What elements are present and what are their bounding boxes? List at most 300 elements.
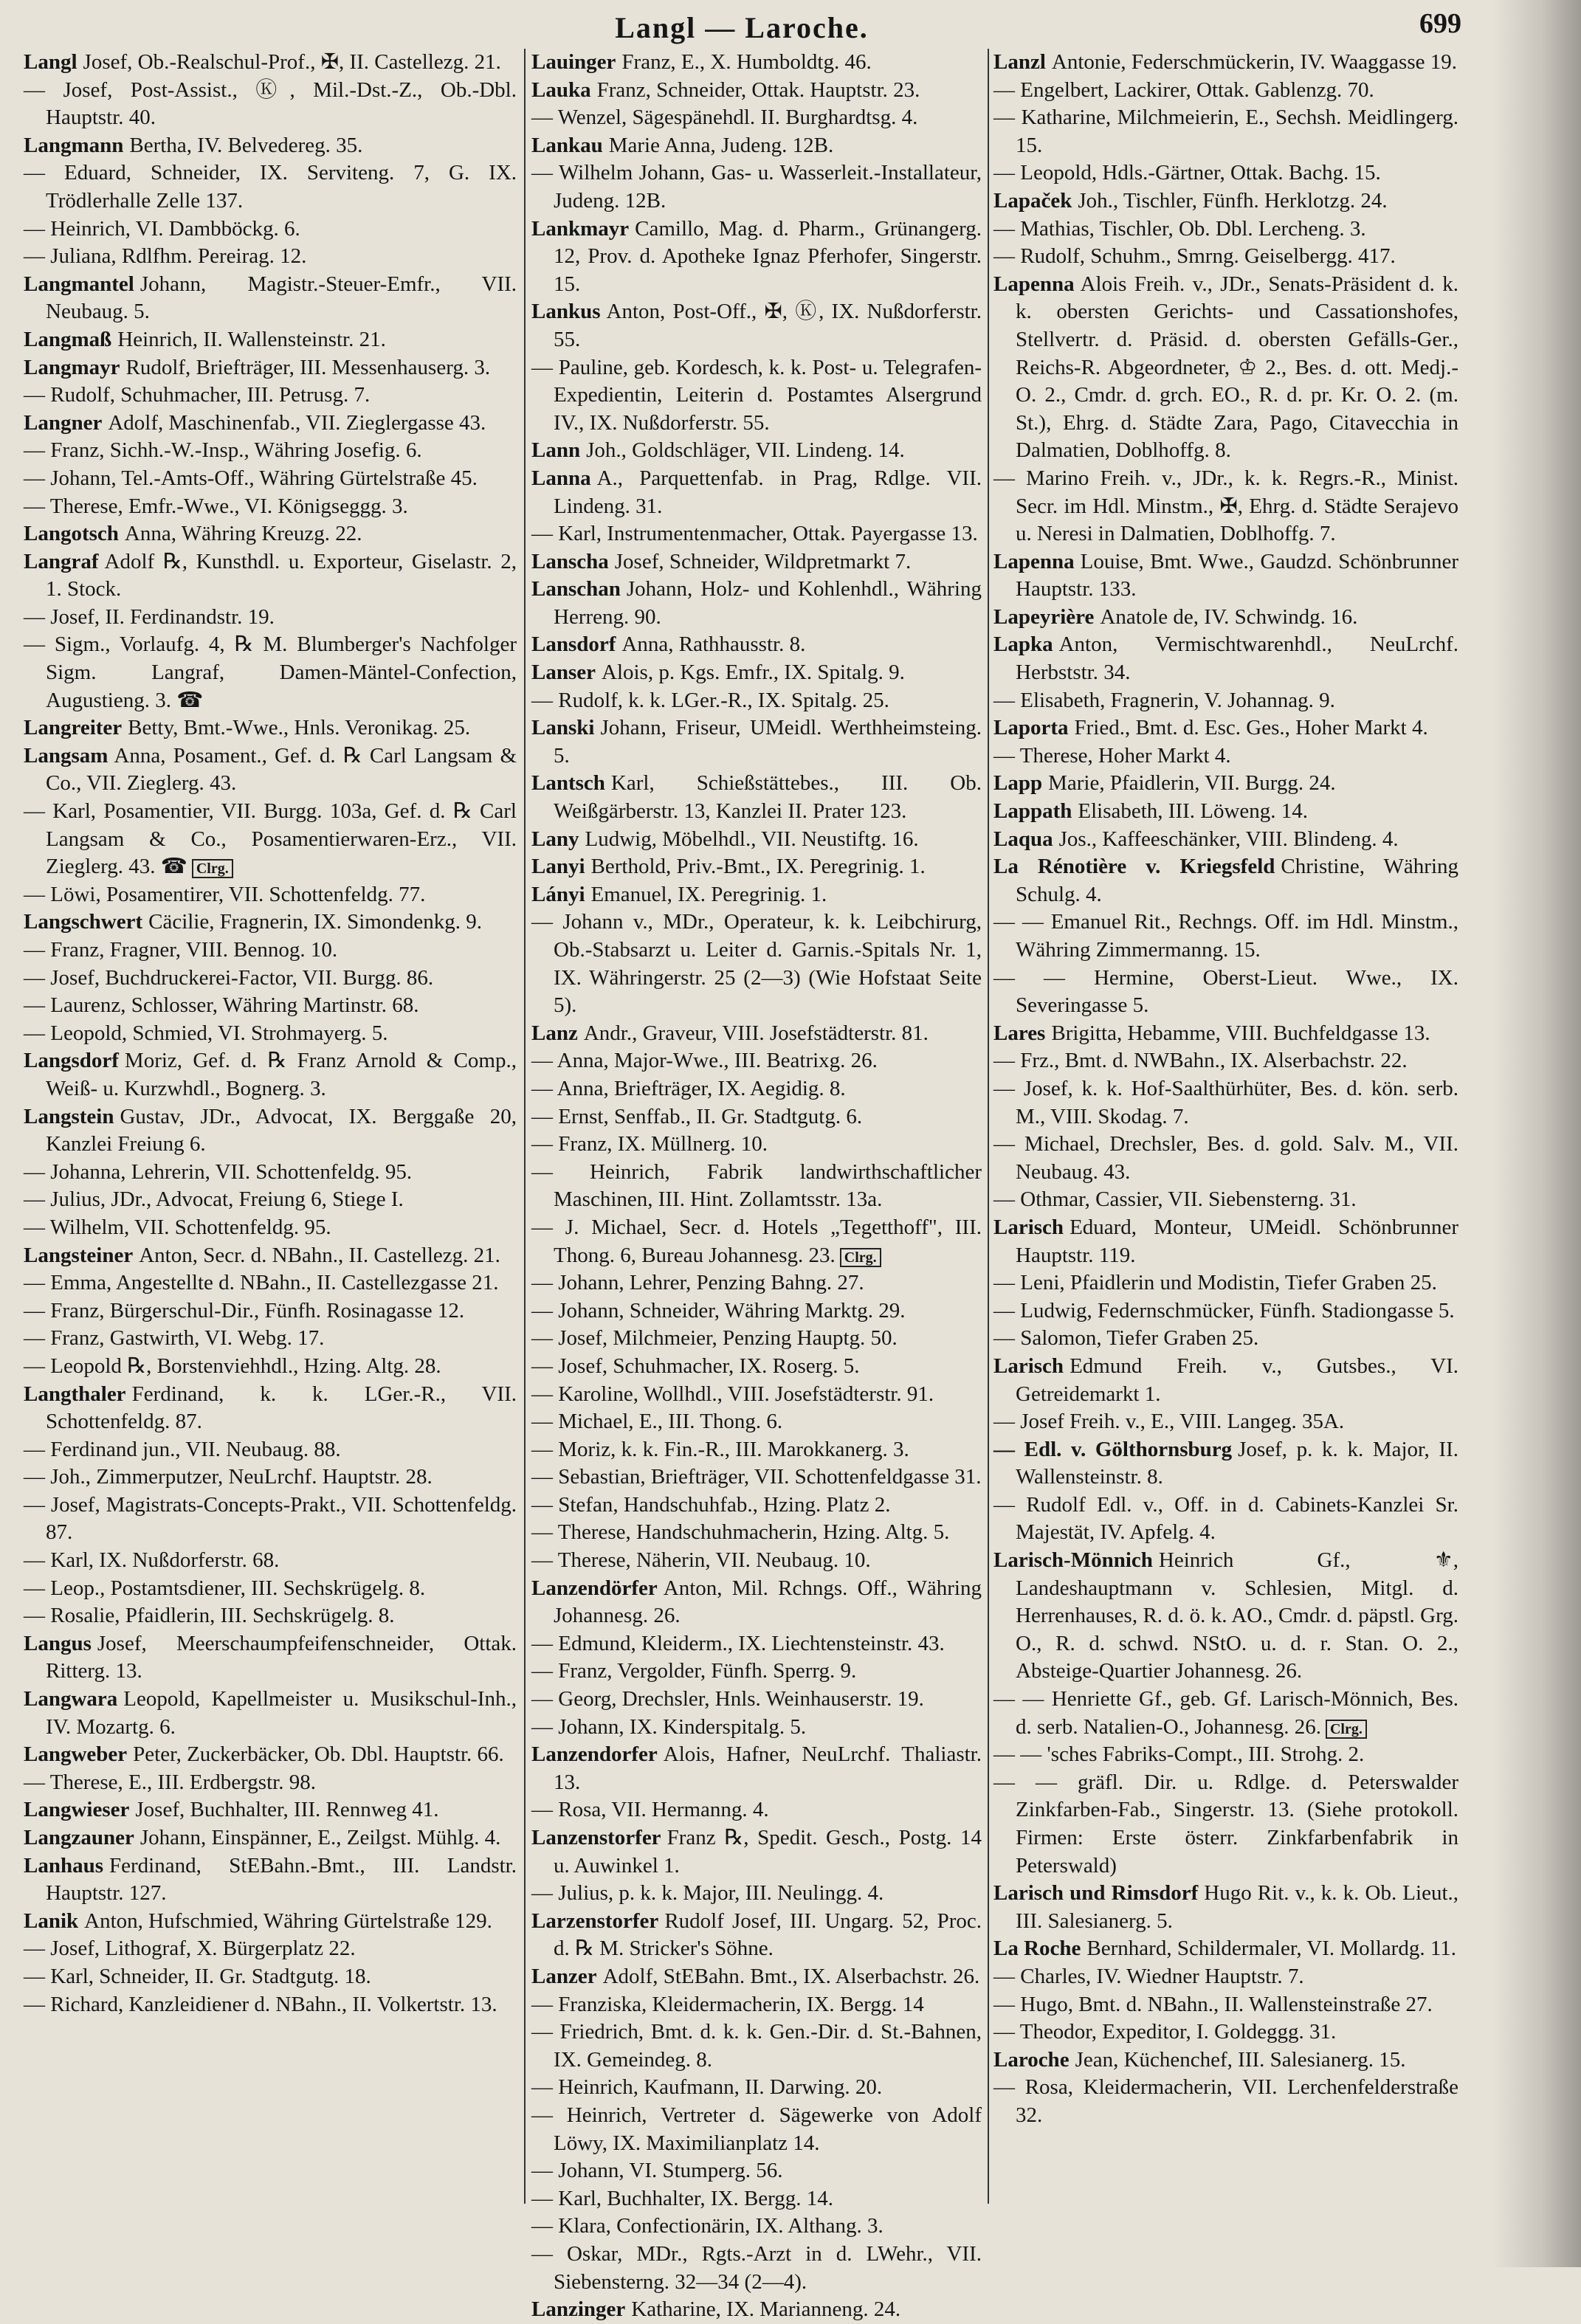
entry-details: — J. Michael, Secr. d. Hotels „Tegetthoff", III. Thong. 6, Bureau Johannesg. 23. (531, 1215, 982, 1267)
directory-entry (24, 1214, 517, 1242)
column-1 (24, 49, 517, 2218)
entry-details: Marie Anna, Judeng. 12B. (608, 133, 834, 157)
entry-details: — Heinrich, Fabrik landwirthschaftlicher Maschinen, III. Hint. Zollamtsstr. 13a. (531, 1159, 982, 1212)
entry-details: — Rosa, Kleidermacherin, VII. Lerchenfelderstraße 32. (993, 2075, 1458, 2127)
entry-details: Jos., Kaffeeschänker, VIII. Blindeng. 4. (1058, 827, 1399, 851)
directory-entry (24, 437, 517, 465)
entry-details: — Laurenz, Schlosser, Währing Martinstr. 68. (24, 993, 419, 1018)
page-header (22, 6, 1461, 50)
entry-details: — Othmar, Cassier, VII. Siebensterng. 31. (993, 1187, 1357, 1212)
directory-entry (993, 742, 1458, 770)
directory-entry (24, 410, 517, 438)
entry-details: — Stefan, Handschuhfab., Hzing. Platz 2. (531, 1492, 891, 1517)
directory-entry (531, 1492, 982, 1520)
entry-details: Emanuel, IX. Peregrinig. 1. (590, 882, 827, 906)
directory-entry (531, 1214, 982, 1269)
entry-details: — Katharine, Milchmeierin, E., Sechsh. Meidlingerg. 15. (993, 106, 1458, 157)
entry-details: — Julius, JDr., Advocat, Freiung 6, Stiege I. (24, 1187, 404, 1212)
entry-details: Brigitta, Hebamme, VIII. Buchfeldgasse 13. (1051, 1021, 1430, 1045)
entry-details: — Ferdinand jun., VII. Neubaug. 88. (24, 1437, 341, 1461)
directory-entry (531, 1991, 982, 2019)
entry-details: — Rudolf, Schuhm., Smrng. Geiselbergg. 417. (993, 244, 1396, 269)
entry-details: Cäcilie, Fragnerin, IX. Simondenkg. 9. (148, 910, 482, 934)
entry-details: — Georg, Drechsler, Hnls. Weinhauserstr. 19. (531, 1687, 924, 1711)
entry-details: Hugo Rit. v., k. k. Ob. Lieut., III. Salesianerg. 5. (1016, 1881, 1458, 1933)
directory-entry (24, 1602, 517, 1630)
entry-details: — Heinrich, VI. Dambböckg. 6. (24, 216, 300, 241)
directory-entry (531, 659, 982, 687)
directory-entry (24, 465, 517, 493)
directory-entry (24, 1047, 517, 1103)
entry-details: — Elisabeth, Fragnerin, V. Johannag. 9. (993, 688, 1335, 712)
directory-entry (531, 1963, 982, 1991)
entry-details: Adolf ℞, Kunsthdl. u. Exporteur, Giselastr. 2, 1. Stock. (46, 549, 517, 601)
entry-details: Anton, Secr. d. NBahn., II. Castellezg. 21. (139, 1243, 500, 1267)
entry-details: — Moriz, k. k. Fin.-R., III. Marokkanerg. 3. (531, 1437, 909, 1461)
directory-entry (993, 1741, 1458, 1769)
entry-surname: Lanzendörfer (531, 1576, 658, 1600)
directory-entry (531, 77, 982, 105)
directory-entry (993, 1547, 1458, 1686)
entry-details: Rudolf, Briefträger, III. Messenhauserg. 3. (125, 355, 491, 379)
directory-entry (993, 49, 1458, 77)
entry-details: — Frz., Bmt. d. NWBahn., IX. Alserbachstr. 22. (993, 1049, 1408, 1073)
entry-details: Franz, Schneider, Ottak. Hauptstr. 23. (596, 77, 920, 102)
directory-entry (24, 1436, 517, 1464)
entry-details: — Josef, Milchmeier, Penzing Hauptg. 50. (531, 1326, 898, 1351)
directory-entry (993, 1492, 1458, 1547)
entry-details: — Anna, Major-Wwe., III. Beatrixg. 26. (531, 1049, 878, 1073)
directory-entry (24, 714, 517, 742)
directory-entry (993, 2074, 1458, 2129)
directory-entry (531, 548, 982, 576)
directory-entry (24, 908, 517, 937)
directory-entry (531, 2157, 982, 2185)
directory-entry (531, 1880, 982, 1908)
directory-entry (24, 1547, 517, 1575)
entry-details: A., Parquettenfab. in Prag, Rdlge. VII. Lindeng. 31. (554, 466, 982, 518)
directory-entry (24, 548, 517, 604)
entry-details: — Oskar, MDr., Rgts.-Arzt in d. LWehr., VII. Siebensterng. 32—34 (2—4). (531, 2241, 982, 2294)
directory-entry (531, 2102, 982, 2157)
directory-entry (24, 1991, 517, 2019)
entry-surname: Larisch (993, 1215, 1064, 1239)
entry-details: Franz, E., X. Humboldtg. 46. (621, 50, 872, 74)
directory-entry (531, 1463, 982, 1492)
directory-entry (531, 1908, 982, 1963)
entry-details: — Karl, Schneider, II. Gr. Stadtgutg. 18. (24, 1964, 371, 1988)
directory-entry (531, 881, 982, 909)
directory-entry (24, 1686, 517, 1741)
entry-details: — Johann, Lehrer, Penzing Bahng. 27. (531, 1271, 864, 1295)
entry-details: Ferdinand, StEBahn.-Bmt., III. Landstr. Hauptstr. 127. (46, 1853, 517, 1906)
entry-details: — Franz, Vergolder, Fünfh. Sperrg. 9. (531, 1659, 857, 1683)
directory-entry (531, 2018, 982, 2074)
entry-details: Anatole de, IV. Schwindg. 16. (1100, 604, 1358, 629)
entry-details: — Leop., Postamtsdiener, III. Sechskrügelg. 8. (24, 1576, 426, 1600)
entry-surname: La Rénotière v. Kriegsfeld (993, 855, 1275, 879)
directory-entry (24, 493, 517, 521)
entry-details: — Sebastian, Briefträger, VII. Schottenfeldgasse 31. (531, 1465, 982, 1489)
entry-details: Joh., Tischler, Fünfh. Herklotzg. 24. (1078, 188, 1388, 213)
directory-entry (993, 187, 1458, 215)
entry-details: — Josef Freih. v., E., VIII. Langeg. 35A. (993, 1410, 1345, 1434)
directory-entry (993, 77, 1458, 105)
directory-entry (993, 798, 1458, 826)
entry-details: Ludwig, Möbelhdl., VII. Neustiftg. 16. (585, 827, 919, 851)
entry-details: — Karl, IX. Nußdorferstr. 68. (24, 1548, 280, 1573)
column-3 (993, 49, 1458, 2218)
directory-entry (24, 520, 517, 548)
entry-surname: Lankmayr (531, 216, 630, 241)
directory-entry (24, 326, 517, 354)
entry-details: — Pauline, geb. Kordesch, k. k. Post- u. Telegrafen-Expedientin, Leiterin d. Postamtes Alsergrund IV., IX. Nußdorferstr. 55. (531, 355, 982, 435)
clearing-badge: Clrg. (192, 859, 233, 878)
entry-details: — Rudolf, Schuhmacher, III. Petrusg. 7. (24, 383, 371, 407)
directory-entry (24, 604, 517, 632)
directory-entry (993, 243, 1458, 271)
entry-details: Alois, Hafner, NeuLrchf. Thaliastr. 13. (554, 1742, 982, 1794)
entry-surname: — Edl. v. Gölthornsburg (993, 1437, 1233, 1461)
entry-details: Alois Freih. v., JDr., Senats-Präsident d. k. k. obersten Gerichts- und Cassationshofes, Stellvertr. d. Präsid. d. obersten Gefälls-Ger., Reichs-R. Abgeordneter, ♔ 2., Bes. d. ott. Medj.-O. 2., Cmdr. d. grch. EO., R. d. pr. Kr. O. 2. (m. St.), Ehrg. d. Städte Zara, Pago, Citavecchia in Dalmatien, Doblhoffg. 8. (1016, 272, 1458, 463)
directory-entry (993, 631, 1458, 686)
entry-surname: Lanyi (531, 855, 585, 879)
entry-details: Betty, Bmt.-Wwe., Hnls. Veronikag. 25. (128, 716, 471, 740)
entry-surname: Langotsch (24, 522, 119, 546)
column-divider (524, 49, 526, 2204)
entry-details: Camillo, Mag. d. Pharm., Grünangerg. 12, Prov. d. Apotheke Ignaz Pferhofer, Singerstr. 15. (554, 216, 982, 296)
entry-details: Jean, Küchenchef, III. Salesianerg. 15. (1075, 2047, 1406, 2072)
directory-entry (24, 1796, 517, 1824)
directory-entry (531, 1297, 982, 1325)
entry-details: — Rosa, VII. Hermanng. 4. (531, 1798, 769, 1822)
directory-entry (24, 1575, 517, 1603)
directory-entry (24, 159, 517, 215)
entry-surname: Lapenna (993, 272, 1075, 296)
directory-entry (531, 714, 982, 770)
entry-details: — Marino Freih. v., JDr., k. k. Regrs.-R., Minist. Secr. im Hdl. Minstm., ✠, Ehrg. d. Städte Serajevo u. Neresi in Dalmatien, Doblhoffg. 7. (993, 466, 1458, 546)
directory-entry (531, 631, 982, 659)
entry-details: — Engelbert, Lackirer, Ottak. Gablenzg. 70. (993, 77, 1374, 102)
entry-details: Elisabeth, III. Löweng. 14. (1078, 799, 1309, 824)
entry-details: — — Hermine, Oberst-Lieut. Wwe., IX. Severingasse 5. (993, 965, 1458, 1018)
entry-details: — Franz, Fragner, VIII. Bennog. 10. (24, 938, 338, 962)
entry-details: — Mathias, Tischler, Ob. Dbl. Lercheng. 3. (993, 216, 1366, 241)
entry-details: Fried., Bmt. d. Esc. Ges., Hoher Markt 4. (1074, 716, 1428, 740)
entry-surname: Laroche (993, 2047, 1070, 2072)
directory-entry (24, 1824, 517, 1852)
directory-entry (993, 271, 1458, 465)
entry-details: — Josef, Post-Assist., Ⓚ, Mil.-Dst.-Z., Ob.-Dbl. Hauptstr. 40. (24, 77, 517, 130)
entry-surname: Lanz (531, 1021, 578, 1045)
directory-entry (531, 1547, 982, 1575)
entry-details: Edmund Freih. v., Gutsbes., VI. Getreidemarkt 1. (1016, 1354, 1458, 1406)
directory-entry (24, 49, 517, 77)
directory-entry (531, 2074, 982, 2102)
entry-details: Johann, Friseur, UMeidl. Werthheimsteing. 5. (554, 716, 982, 768)
entry-details: — Johanna, Lehrerin, VII. Schottenfeldg. 95. (24, 1159, 413, 1184)
entry-details: — Johann, IX. Kinderspitalg. 5. (531, 1714, 807, 1739)
entry-details: Franz ℞, Spedit. Gesch., Postg. 14 u. Auwinkel 1. (554, 1826, 982, 1878)
entry-surname: Lanik (24, 1908, 79, 1933)
directory-entry (993, 2047, 1458, 2075)
entry-surname: Langmaß (24, 327, 112, 351)
directory-entry (993, 1020, 1458, 1048)
entry-surname: Lankus (531, 300, 601, 324)
directory-entry (993, 1186, 1458, 1214)
directory-entry (24, 798, 517, 881)
entry-details: Karl, Schießstättebes., III. Ob. Weißgärberstr. 13, Kanzlei II. Prater 123. (554, 771, 982, 824)
directory-entry (531, 1381, 982, 1409)
directory-entry (24, 881, 517, 909)
entry-surname: Langraf (24, 549, 99, 573)
directory-entry (24, 742, 517, 798)
entry-surname: Lanzer (531, 1964, 597, 1988)
entry-surname: Langus (24, 1631, 92, 1655)
directory-entry (24, 1353, 517, 1381)
directory-entry (531, 1741, 982, 1796)
directory-entry (531, 437, 982, 465)
entry-surname: Lapp (993, 771, 1043, 796)
entry-details: — Karl, Posamentier, VII. Burgg. 103a, Gef. d. ℞ Carl Langsam & Co., Posamentierwaren-Erz., VII. Zieglerg. 43. ☎ (24, 799, 517, 879)
directory-entry (531, 1325, 982, 1353)
entry-details: — Richard, Kanzleidiener d. NBahn., II. Volkertstr. 13. (24, 1992, 497, 2016)
directory-entry (24, 1020, 517, 1048)
entry-details: Josef, Schneider, Wildpretmarkt 7. (614, 549, 912, 573)
entry-details: — Ludwig, Federnschmücker, Fünfh. Stadiongasse 5. (993, 1298, 1455, 1323)
entry-details: — — 'sches Fabriks-Compt., III. Strohg. 2. (993, 1742, 1365, 1767)
entry-surname: Laporta (993, 716, 1069, 740)
entry-surname: Larisch-Mönnich (993, 1548, 1153, 1573)
entry-surname: Langsdorf (24, 1049, 119, 1073)
entry-details: Anna, Währing Kreuzg. 22. (124, 522, 362, 546)
directory-entry (24, 1242, 517, 1270)
entry-details: Katharine, IX. Marianneng. 24. (631, 2297, 901, 2322)
entry-details: — Rudolf Edl. v., Off. in d. Cabinets-Kanzlei Sr. Majestät, IV. Apfelg. 4. (993, 1492, 1458, 1545)
entry-details: — Therese, Hoher Markt 4. (993, 743, 1231, 768)
directory-entry (24, 937, 517, 965)
entry-details: Alois, p. Kgs. Emfr., IX. Spitalg. 9. (602, 661, 905, 685)
entry-details: Ferdinand, k. k. LGer.-R., VII. Schottenfeldg. 87. (46, 1382, 517, 1434)
directory-entry (993, 104, 1458, 159)
entry-details: Peter, Zuckerbäcker, Ob. Dbl. Hauptstr. 66. (133, 1742, 504, 1767)
entry-details: — Therese, Handschuhmacherin, Hzing. Altg. 5. (531, 1520, 950, 1545)
directory-entry (993, 1880, 1458, 1935)
entry-details: — Franz, IX. Müllnerg. 10. (531, 1132, 768, 1156)
entry-details: — Therese, Emfr.-Wwe., VI. Königseggg. 3. (24, 494, 408, 518)
entry-details: — Josef, k. k. Hof-Saalthürhüter, Bes. d. kön. serb. M., VIII. Skodag. 7. (993, 1076, 1458, 1128)
directory-entry (993, 770, 1458, 798)
directory-entry (531, 1796, 982, 1824)
entry-details: Bertha, IV. Belvedereg. 35. (129, 133, 363, 157)
entry-details: Eduard, Monteur, UMeidl. Schönbrunner Hauptstr. 119. (1016, 1215, 1458, 1267)
directory-entry (531, 1159, 982, 1214)
entry-surname: Lanschan (531, 577, 621, 601)
entry-details: Joh., Goldschläger, VII. Lindeng. 14. (586, 438, 905, 463)
directory-entry (24, 382, 517, 410)
entry-details: — Michael, E., III. Thong. 6. (531, 1410, 783, 1434)
entry-details: — Leopold ℞, Borstenviehhdl., Hzing. Altg. 28. (24, 1354, 441, 1378)
page-title: Langl — Laroche. (615, 11, 869, 44)
directory-entry (993, 1297, 1458, 1325)
directory-entry (531, 1408, 982, 1436)
directory-entry (993, 687, 1458, 715)
entry-details: — Therese, Näherin, VII. Neubaug. 10. (531, 1548, 871, 1573)
directory-entry (24, 1963, 517, 1991)
entry-details: — Josef, Schuhmacher, IX. Roserg. 5. (531, 1354, 860, 1378)
entry-details: — Josef, Magistrats-Concepts-Prakt., VII. Schottenfeldg. 87. (24, 1492, 517, 1545)
entry-details: — Josef, Buchdruckerei-Factor, VII. Burgg. 86. (24, 965, 434, 990)
directory-entry (993, 1408, 1458, 1436)
directory-entry (531, 1075, 982, 1103)
entry-details: — Hugo, Bmt. d. NBahn., II. Wallensteinstraße 27. (993, 1992, 1433, 2016)
entry-details: Marie, Pfaidlerin, VII. Burgg. 24. (1048, 771, 1336, 796)
directory-entry (24, 1186, 517, 1214)
entry-details: Anton, Mil. Rchngs. Off., Währing Johannesg. 26. (554, 1576, 982, 1628)
directory-entry (531, 1714, 982, 1742)
entry-details: — Franziska, Kleidermacherin, IX. Bergg. 14 (531, 1992, 924, 2016)
entry-surname: Laqua (993, 827, 1053, 851)
directory-entry (24, 1297, 517, 1325)
page-number: 699 (1419, 8, 1461, 39)
directory-entry (993, 465, 1458, 548)
directory-entry (531, 1575, 982, 1630)
directory-entry (531, 853, 982, 881)
entry-surname: Lányi (531, 882, 585, 906)
entry-details: — Rudolf, k. k. LGer.-R., IX. Spitalg. 25. (531, 688, 889, 712)
directory-entry (24, 992, 517, 1020)
entry-details: Anna, Rathhausstr. 8. (621, 632, 806, 657)
entry-details: Louise, Bmt. Wwe., Gaudzd. Schönbrunner Hauptstr. 133. (1016, 549, 1458, 601)
directory-entry (531, 1824, 982, 1880)
directory-entry (24, 132, 517, 160)
clearing-badge: Clrg. (840, 1248, 881, 1267)
entry-details: Heinrich Gf., ⚜, Landeshauptmann v. Schlesien, Mitgl. d. Herrenhauses, R. d. ö. k. AO., Cmdr. d. päpstl. Grg. O., R. d. schwd. NStO. u. d. r. Stan. O. 2., Absteige-Quartier Johannesg. 26. (1016, 1548, 1458, 1683)
entry-details: — Charles, IV. Wiedner Hauptstr. 7. (993, 1964, 1304, 1988)
entry-surname: Lapaček (993, 188, 1072, 213)
entry-details: — Julius, p. k. k. Major, III. Neulingg. 4. (531, 1881, 884, 1906)
directory-entry (993, 1131, 1458, 1186)
entry-surname: Lauinger (531, 50, 616, 74)
entry-details: — Emma, Angestellte d. NBahn., II. Castellezgasse 21. (24, 1271, 499, 1295)
entry-surname: Langwara (24, 1687, 118, 1711)
entry-surname: Langl (24, 50, 78, 74)
entry-details: Rudolf Josef, III. Ungarg. 52, Proc. d. ℞ M. Stricker's Söhne. (554, 1908, 982, 1961)
entry-surname: Lares (993, 1021, 1046, 1045)
directory-entry (531, 2241, 982, 2296)
directory-entry (993, 1935, 1458, 1963)
entry-surname: Lanser (531, 661, 596, 685)
entry-surname: Lauka (531, 77, 591, 102)
directory-entry (531, 576, 982, 631)
directory-entry (24, 631, 517, 714)
directory-entry (24, 1103, 517, 1159)
directory-entry (531, 354, 982, 438)
directory-entry (993, 1214, 1458, 1269)
entry-surname: Larzenstorfer (531, 1908, 659, 1933)
entry-details: Berthold, Priv.-Bmt., IX. Peregrinig. 1. (590, 855, 926, 879)
entry-details: — Johann v., MDr., Operateur, k. k. Leibchirurg, Ob.-Stabsarzt u. Leiter d. Garnis.-Spitals Nr. 1, IX. Währingerstr. 25 (2—3) (Wie Hofstaat Seite 5). (531, 910, 982, 1018)
column-divider (988, 49, 989, 2204)
entry-surname: Langzauner (24, 1826, 134, 1849)
entry-surname: Lapenna (993, 549, 1075, 573)
directory-entry (531, 298, 982, 354)
entry-details: — Wilhelm, VII. Schottenfeldg. 95. (24, 1215, 331, 1239)
entry-surname: Lany (531, 827, 579, 851)
directory-entry (24, 1741, 517, 1769)
directory-entry (993, 1991, 1458, 2019)
entry-details: — — gräfl. Dir. u. Rdlge. d. Peterswalder Zinkfarben-Fab., Singerstr. 13. (Siehe protokoll. Firmen: Erste österr. Zinkfarbenfabrik in Peterswald) (993, 1770, 1458, 1878)
directory-entry (531, 1103, 982, 1131)
entry-details: Leopold, Kapellmeister u. Musikschul-Inh., IV. Mozartg. 6. (46, 1687, 517, 1739)
directory-entry (531, 1353, 982, 1381)
entry-details: — Johann, VI. Stumperg. 56. (531, 2159, 783, 2183)
directory-entry (531, 1269, 982, 1297)
entry-details: Anton, Vermischtwarenhdl., NeuLrchf. Herbststr. 34. (1016, 632, 1458, 685)
entry-details: Josef, Ob.-Realschul-Prof., ✠, II. Castellezg. 21. (83, 50, 501, 74)
entry-surname: Langner (24, 410, 103, 435)
directory-entry (24, 1463, 517, 1492)
scan-edge (1492, 0, 1581, 2267)
entry-details: Christine, Währing Schulg. 4. (1016, 855, 1458, 906)
entry-details: — Edmund, Kleiderm., IX. Liechtensteinstr. 43. (531, 1631, 945, 1655)
directory-entry (24, 1381, 517, 1436)
directory-entry (993, 604, 1458, 632)
directory-entry (993, 2018, 1458, 2047)
entry-surname: Langschwert (24, 910, 143, 934)
entry-details: — Sigm., Vorlaufg. 4, ℞ M. Blumberger's Nachfolger Sigm. Langraf, Damen-Mäntel-Confection, Augustieng. 3. ☎ (24, 632, 517, 712)
entry-surname: Larisch und Rimsdorf (993, 1881, 1199, 1906)
directory-entry (993, 1047, 1458, 1075)
directory-entry (24, 1325, 517, 1353)
directory-entry (531, 520, 982, 548)
directory-entry (531, 687, 982, 715)
entry-details: — Löwi, Posamentirer, VII. Schottenfeldg. 77. (24, 882, 426, 906)
entry-details: — Josef, Lithograf, X. Bürgerplatz 22. (24, 1937, 356, 1961)
entry-details: — Ernst, Senffab., II. Gr. Stadtgutg. 6. (531, 1104, 863, 1128)
entry-surname: Lanzl (993, 50, 1046, 74)
entry-details: — Anna, Briefträger, IX. Aegidig. 8. (531, 1076, 846, 1100)
entry-surname: Lansdorf (531, 632, 616, 657)
entry-details: Anton, Hufschmied, Währing Gürtelstraße 129. (84, 1908, 492, 1933)
directory-entry (993, 908, 1458, 964)
directory-entry (531, 1020, 982, 1048)
entry-surname: Lappath (993, 799, 1072, 824)
entry-surname: Lapka (993, 632, 1053, 657)
entry-surname: Langmann (24, 133, 124, 157)
directory-entry (24, 1630, 517, 1686)
entry-details: — Rosalie, Pfaidlerin, III. Sechskrügelg. 8. (24, 1604, 395, 1628)
directory-entry (24, 354, 517, 382)
directory-entry (24, 965, 517, 993)
entry-surname: Lankau (531, 133, 603, 157)
directory-entry (24, 1908, 517, 1936)
directory-entry (24, 77, 517, 132)
directory-entry (531, 1686, 982, 1714)
entry-surname: La Roche (993, 1937, 1081, 1961)
directory-entry (24, 215, 517, 244)
directory-entry (993, 826, 1458, 854)
directory-entry (531, 826, 982, 854)
entry-details: Antonie, Federschmückerin, IV. Waaggasse 19. (1051, 50, 1457, 74)
directory-entry (993, 853, 1458, 908)
entry-surname: Larisch (993, 1354, 1064, 1378)
directory-entry (993, 548, 1458, 604)
entry-details: — Wenzel, Sägespänehdl. II. Burghardtsg. 4. (531, 106, 918, 130)
entry-details: Adolf, StEBahn. Bmt., IX. Alserbachstr. 26. (602, 1964, 980, 1988)
directory-entry (531, 104, 982, 132)
entry-surname: Langmayr (24, 355, 120, 379)
